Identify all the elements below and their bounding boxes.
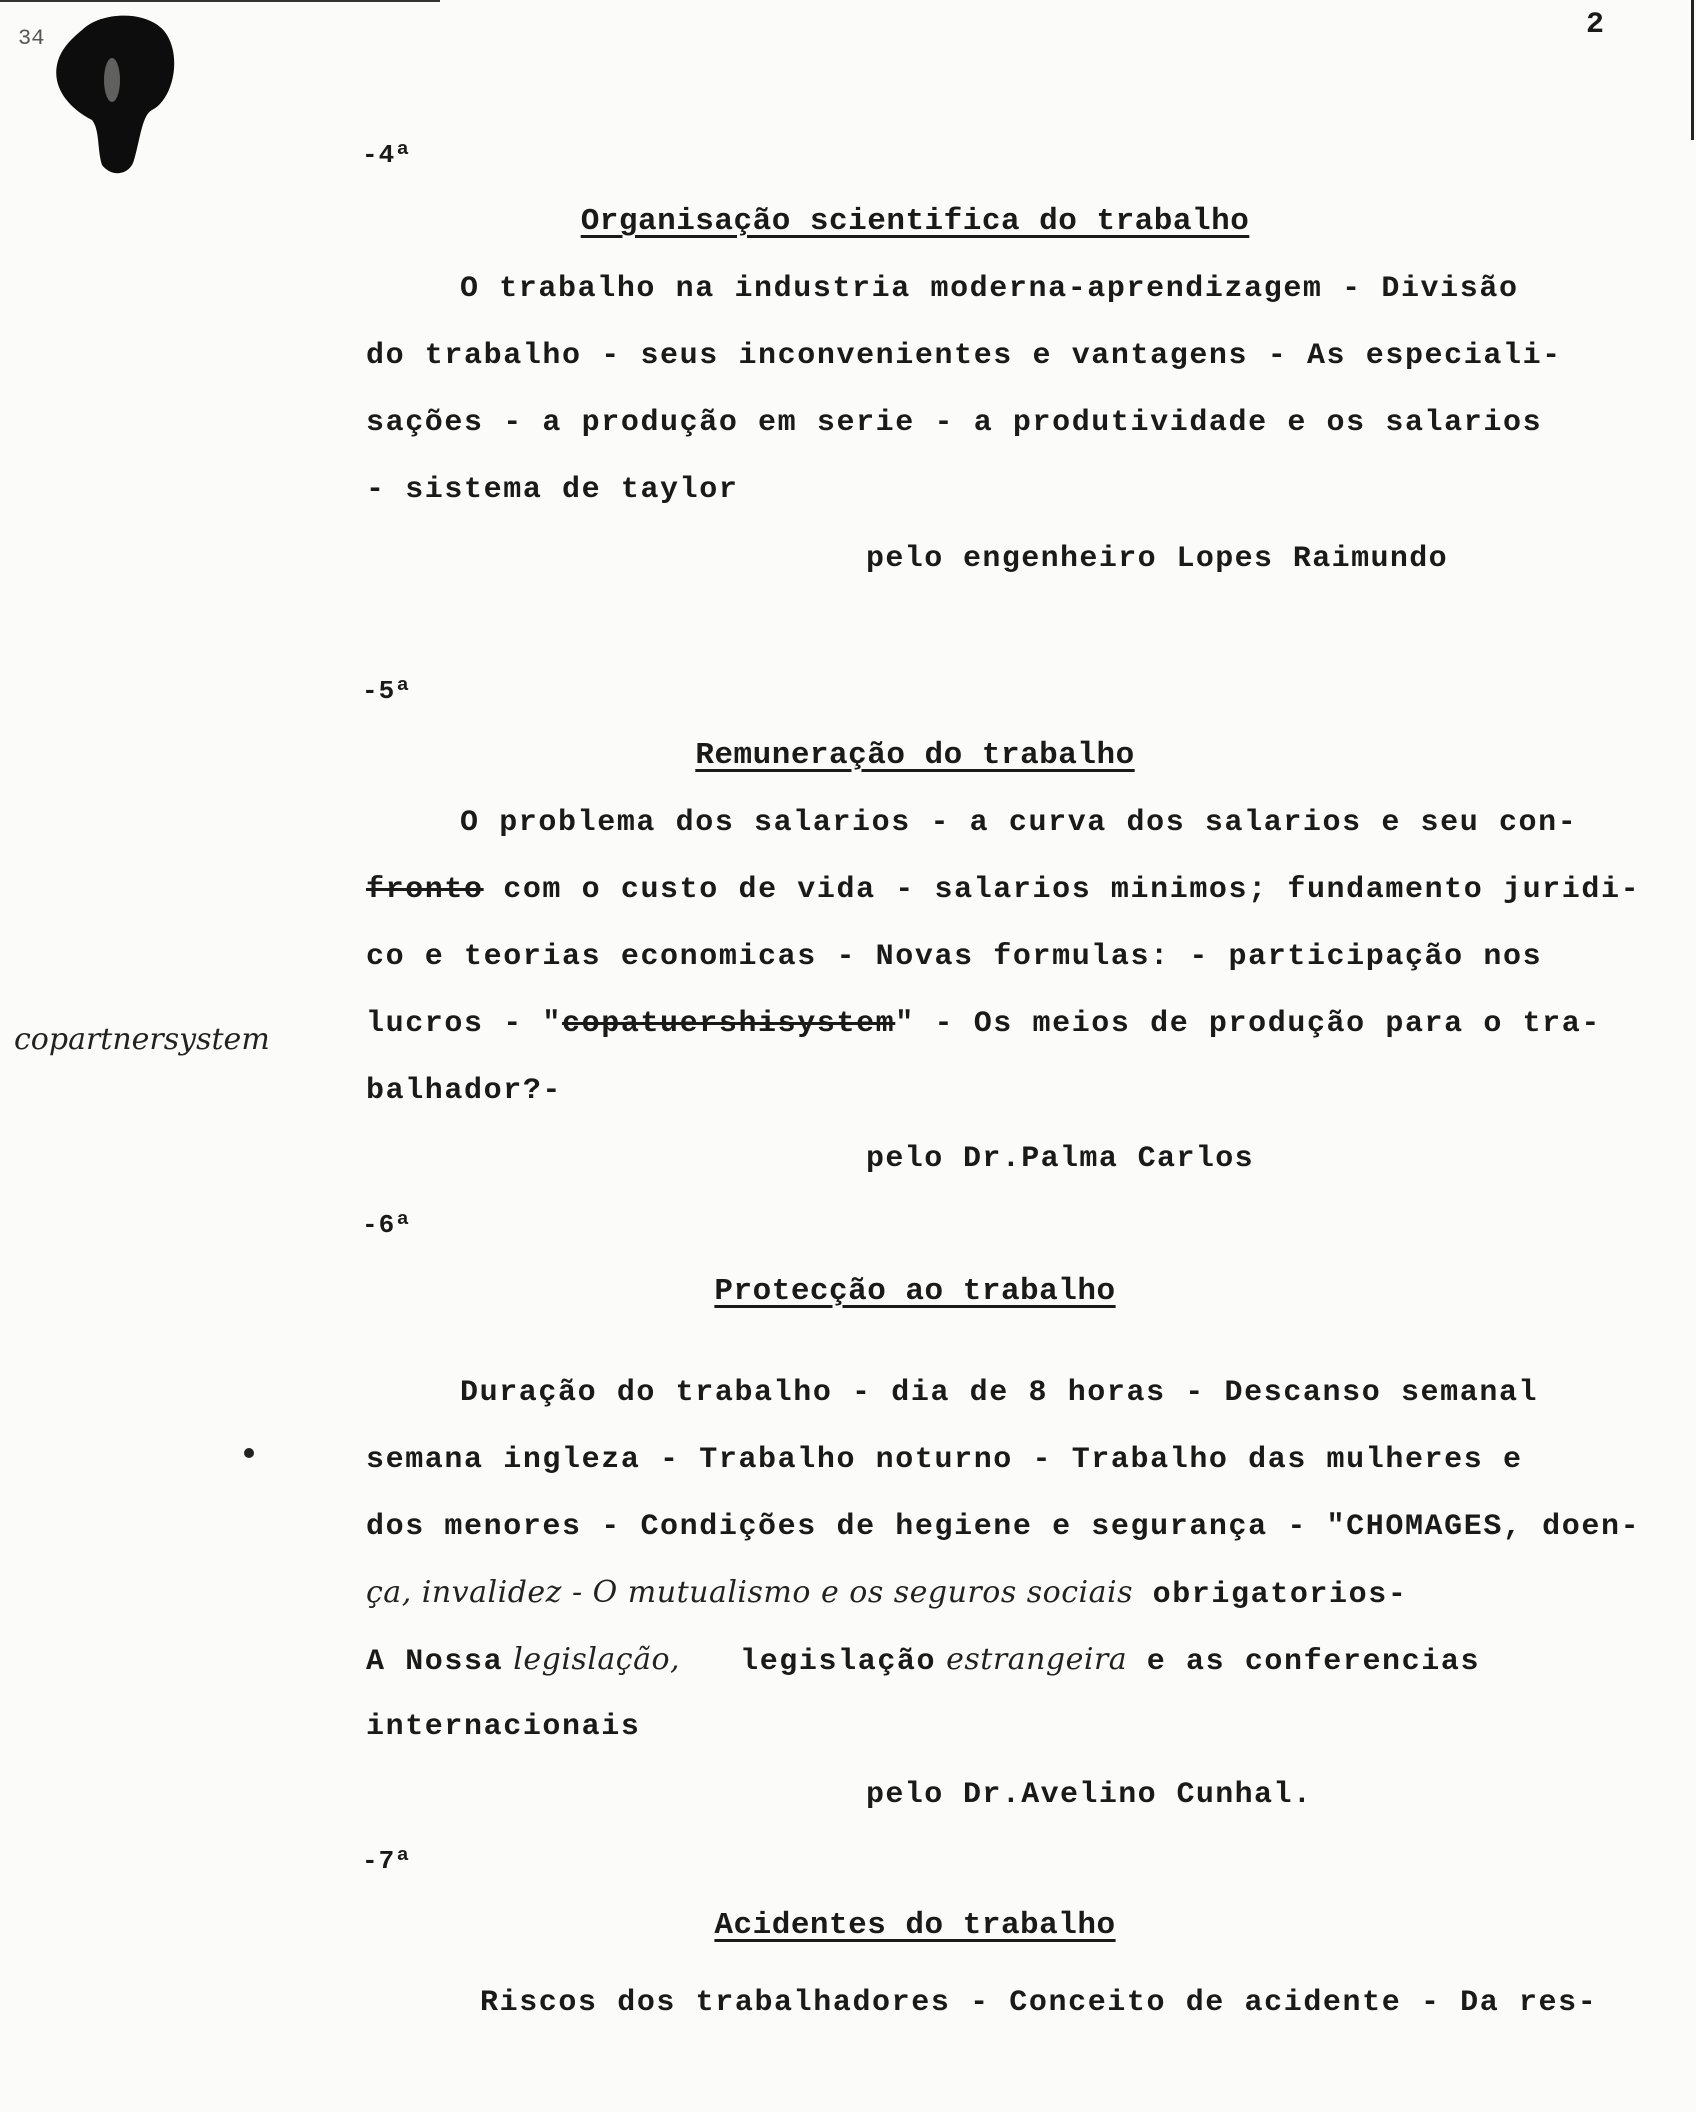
handwritten-text: ça, invalidez - O mutualismo e os seguros sociais (366, 1575, 1133, 1610)
body-text: " - Os meios de produção para o tra- (895, 1007, 1601, 1041)
body-line: O problema dos salarios - a curva dos salarios e seu con- (460, 806, 1578, 840)
section-number: -7ª (362, 1846, 412, 1876)
body-line: balhador?- (366, 1074, 563, 1108)
page-number: 2 (1586, 8, 1605, 42)
body-line: Duração do trabalho - dia de 8 horas - Descanso semanal (460, 1376, 1539, 1410)
body-line: co e teorias economicas - Novas formulas: - participação nos (366, 940, 1543, 974)
body-line: O trabalho na industria moderna-aprendizagem - Divisão (460, 272, 1519, 306)
body-text: A Nossa (366, 1645, 504, 1679)
body-text: legislação (740, 1645, 937, 1679)
body-line: do trabalho - seus inconvenientes e vantagens - As especiali- (366, 339, 1562, 373)
section-author: pelo Dr.Palma Carlos (866, 1142, 1255, 1176)
body-text: e as conferencias (1127, 1645, 1481, 1679)
section-title: Acidentes do trabalho (714, 1908, 1116, 1943)
body-line (366, 1642, 1481, 1679)
struck-text: copatuershisystem (562, 1007, 896, 1041)
section-number: -6ª (362, 1210, 412, 1240)
body-line: - sistema de taylor (366, 473, 739, 507)
body-line: sações - a produção em serie - a produtividade e os salarios (366, 406, 1543, 440)
section-title: Protecção ao trabalho (714, 1274, 1116, 1309)
section-title: Organisação scientifica do trabalho (580, 204, 1250, 239)
body-line: semana ingleza - Trabalho noturno - Trabalho das mulheres e (366, 1443, 1523, 1477)
corner-mark: 34 (18, 26, 45, 51)
body-line (366, 1009, 1601, 1039)
section-author: pelo Dr.Avelino Cunhal. (866, 1778, 1313, 1812)
handwritten-text: legislação, (503, 1642, 681, 1677)
body-text: lucros - " (366, 1007, 563, 1041)
body-text: com o custo de vida - salarios minimos; fundamento juridi- (483, 873, 1641, 907)
section-author: pelo engenheiro Lopes Raimundo (866, 542, 1449, 576)
stray-ink-dot (244, 1448, 254, 1458)
section-number: -5ª (362, 676, 412, 706)
page-edge-rule (1691, 0, 1694, 140)
section-number: -4ª (362, 140, 412, 170)
ink-blot-icon (42, 10, 182, 180)
page-top-rule (0, 0, 440, 2)
margin-note: copartnersystem (14, 1022, 270, 1057)
section-title: Remuneração do trabalho (695, 738, 1135, 773)
body-line (366, 1575, 1408, 1612)
body-line: internacionais (366, 1710, 641, 1744)
body-line: Riscos dos trabalhadores - Conceito de acidente - Da res- (480, 1986, 1598, 2020)
body-line (366, 875, 1640, 905)
struck-text: fronto (366, 873, 484, 907)
handwritten-text: estrangeira (936, 1642, 1128, 1677)
body-line: dos menores - Condições de hegiene e segurança - "CHOMAGES, doen- (366, 1510, 1641, 1544)
body-text: obrigatorios- (1133, 1578, 1408, 1612)
